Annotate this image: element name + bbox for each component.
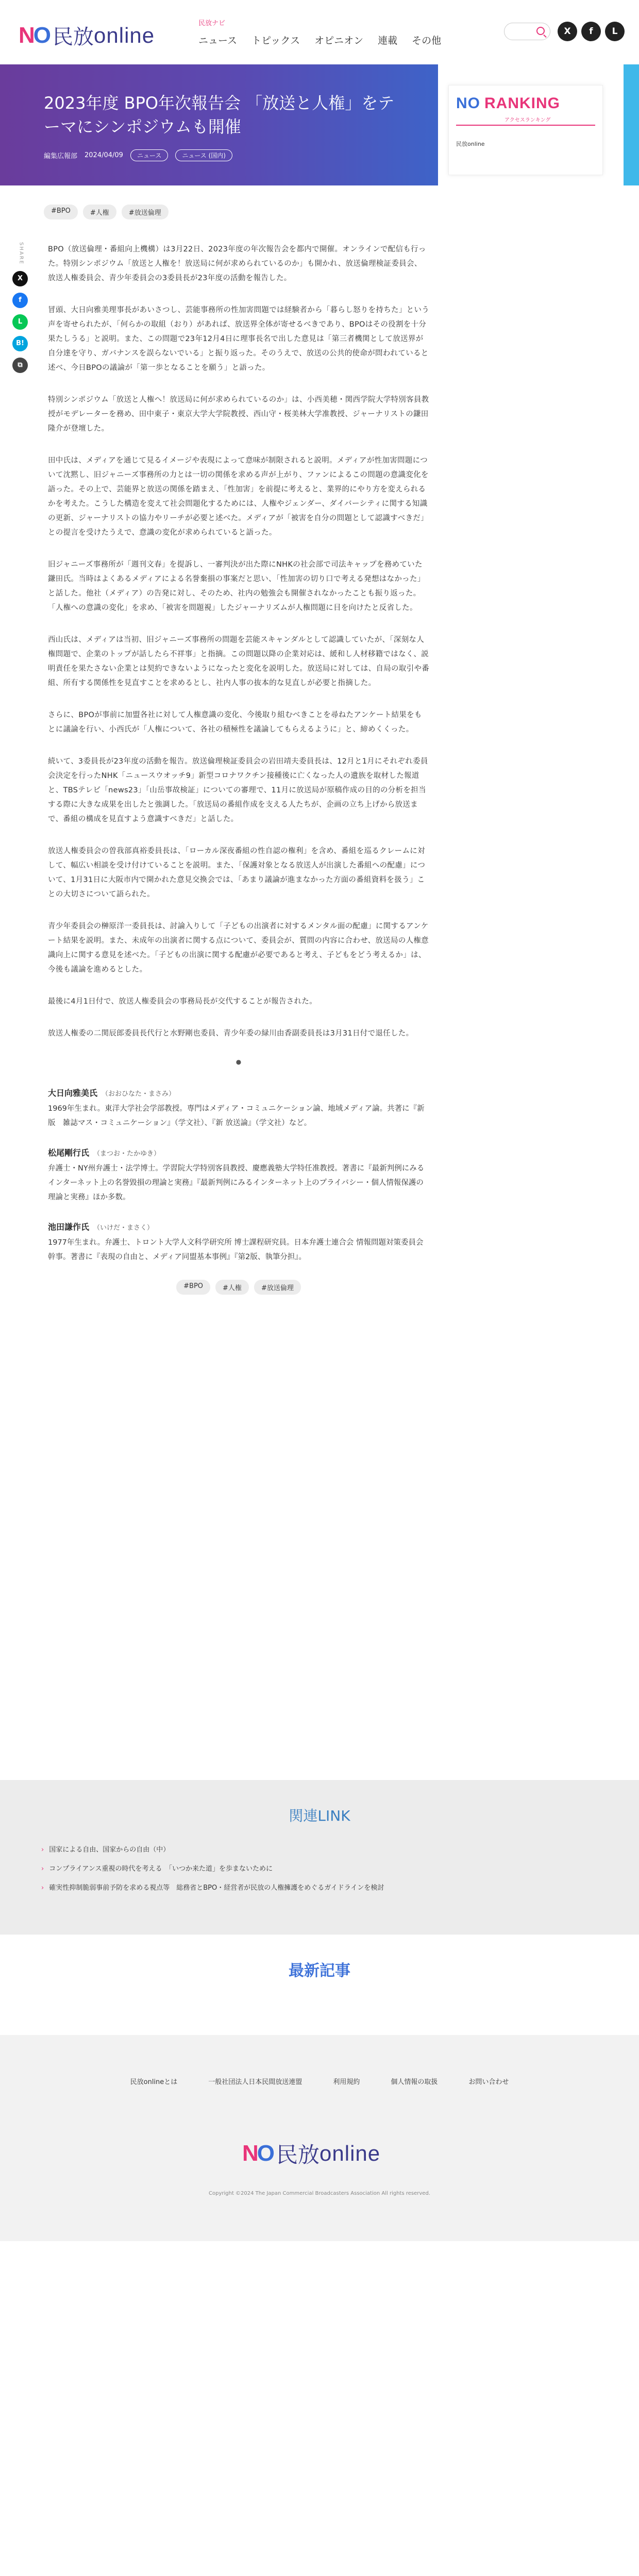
site-footer <box>0 2035 639 2241</box>
nav-other[interactable]: その他 <box>412 35 442 46</box>
paragraph: 放送人権委の二関辰郎委員長代行と水野剛也委員、青少年委の緑川由香副委員長は3月31日付で退任した。 <box>48 1029 414 1038</box>
related-link[interactable]: › コンプライアンス重視の時代を考える 「いつか来た道」を歩まないために <box>41 1865 273 1873</box>
logo-jp: 民放 <box>53 25 94 49</box>
publish-date: 2024/04/09 <box>85 151 123 159</box>
nav-topics[interactable]: トピックス <box>251 35 300 46</box>
x-icon[interactable]: X <box>558 22 577 41</box>
article-tags <box>44 205 169 219</box>
footer-links <box>0 2076 639 2086</box>
paragraph: 田中氏は、メディアを通じて見るイメージや表現によって意味が制限されると説明。メディアが性加害問題について沈黙し、旧ジャニーズ事務所の力とは一切の関係を求める声が上がり、ファンによるこの問題の意識変化を語った。その上で、芸能界と放送の関係を踏まえ、「性加害」を前提に考えると、業界的にやり方を変えられるかを考えた。こうした構造を変えて社会問題化するためには、人権やジェンダー、ダイバーシティに関する知識の更新、ジャーナリストの協力やリーチが必要と述べた。メディアが「被害を自分の問題として認識すべきだ」との提言を受けたうえで、意識の変化が求められていると語った。 <box>48 456 429 537</box>
paragraph: 西山氏は、メディアは当初、旧ジャニーズ事務所の問題を芸能スキャンダルとして認識していたが、「深刻な人権問題で、企業のトップが話したら不祥事」と指摘。この問題以降の企業対応は、緩和し人材移籍ではなく、説明責任を果たさない企業とは契約できないようになったと変化を説明した。放送局に対しては、自局の取引や番組、所有する関係性を見直すことを求めるとし、社内人事の抜本的な見直しが必要と指摘した。 <box>48 636 429 687</box>
related-title: 関連LINK <box>289 1807 350 1824</box>
article-meta <box>44 149 232 161</box>
footer-about[interactable]: 民放onlineとは <box>130 2078 178 2086</box>
share-hatena-icon[interactable]: B! <box>12 336 28 351</box>
ranking-item[interactable]: 民放online <box>456 141 485 147</box>
share-bar <box>12 242 30 379</box>
related-link[interactable]: › 確実性抑制脆弱事前予防を求める視点等 総務省とBPO・経営者が民放の人権擁護をめぐるガイドラインを検討 <box>41 1884 384 1892</box>
author-bio <box>48 1220 429 1264</box>
paragraph: 最後に4月1日付で、放送人権委員会の事務局長が交代することが報告された。 <box>48 997 317 1006</box>
line-icon[interactable]: L <box>605 22 625 41</box>
ranking-box[interactable] <box>448 85 603 175</box>
bio-text: 1969年生まれ。東洋大学社会学部教授。専門はメディア・コミュニケーション論、地域メディア論。共著に『新版 雑誌マス・コミュニケーション』（学文社）、『新 放送論』（学文社）など。 <box>48 1105 425 1127</box>
main-nav <box>198 33 441 47</box>
chevron-right-icon: › <box>41 1884 44 1892</box>
footer-jba[interactable]: 一般社団法人日本民間放送連盟 <box>208 2078 302 2086</box>
site-header <box>0 0 639 64</box>
tag-bpo[interactable]: #BPO <box>44 205 78 219</box>
bio-name: 大日向雅美氏 （おおひなた・まさみ） <box>48 1088 176 1098</box>
author-bio <box>48 1146 429 1205</box>
category-domestic[interactable]: ニュース (国内) <box>175 149 232 161</box>
article-tags-bottom <box>48 1280 429 1295</box>
nav-series[interactable]: 連載 <box>378 35 398 46</box>
tag-broadcast-ethics[interactable]: #放送倫理 <box>254 1280 301 1295</box>
tag-broadcast-ethics[interactable]: #放送倫理 <box>122 205 169 219</box>
facebook-icon[interactable]: f <box>581 22 601 41</box>
paragraph: 放送人権委員会の曽我部真裕委員長は、「ローカル深夜番組の性自認の権利」を含め、番組を巡るクレームに対して、幅広い相談を受け付けていることを説明。また、「保護対象となる放送人が出演した番組への配慮」について、1月31日に大阪市内で開かれた意見交換会では、「あまり議論が進まなかった方面の番組資料を扱う」ことの大切さについて語られた。 <box>48 847 426 899</box>
author[interactable]: 編集広報部 <box>44 152 78 160</box>
logo-mark: NO <box>242 2141 274 2166</box>
ranking-side-bar <box>624 64 639 185</box>
tag-human-rights[interactable]: #人権 <box>83 205 116 219</box>
author-bio <box>48 1086 429 1130</box>
logo-en: online <box>320 2141 381 2165</box>
paragraph: BPO（放送倫理・番組向上機構）は3月22日、2023年度の年次報告会を都内で開催。オンラインで配信も行った。特別シンポジウム「放送と人権を！放送局に何が求められているのか」も開かれ、放送倫理検証委員会、放送人権委員会、青少年委員会の3委員長が23年度の活動を報告した。 <box>48 245 426 282</box>
nav-opinion[interactable]: オピニオン <box>314 35 364 46</box>
ranking-subtitle: アクセスランキング <box>505 117 551 123</box>
ranking-title: NO RANKING <box>456 95 560 112</box>
search-input[interactable] <box>504 23 550 40</box>
ranking-divider <box>456 125 595 126</box>
site-logo[interactable] <box>19 21 155 50</box>
paragraph: 冒頭、大日向雅美理事長があいさつし、芸能事務所の性加害問題では経験者から「暮らし怒りを持ちた」という声を寄せられたが、「何らかの取組（おり）があれば、放送界全体が寄せるべきであり、BPOはその役割を十分果たしうる」と説明。また、この問題で23年12月4日に理事長名で出した意見は「第三者機関として放送界が自分達を守り、ガバナンスを誤らないでいる」と振り返った。そのうえで、放送の公共的使命が問われていると述べ、今日BPOの議論が「第一歩となることを願う」と語った。 <box>48 306 429 372</box>
copyright: Copyright ©2024 The Japan Commercial Broadcasters Association All rights reserved. <box>209 2191 430 2196</box>
related-link[interactable]: › 国家による自由、国家からの自由（中） <box>41 1846 170 1854</box>
category-news[interactable]: ニュース <box>130 149 168 161</box>
bio-name: 池田謙作氏 （いけだ・まさく） <box>48 1222 154 1232</box>
logo-jp: 民放 <box>276 2142 320 2167</box>
article-body <box>48 242 429 1295</box>
bio-name: 松尾剛行氏 （まつお・たかゆき） <box>48 1148 161 1158</box>
chevron-right-icon: › <box>41 1865 44 1873</box>
nav-news[interactable]: ニュース <box>198 35 238 46</box>
article-hero <box>0 64 438 185</box>
paragraph: 青少年委員会の榊原洋一委員長は、討論入りして「子どもの出演者に対するメンタル面の配慮」に関するアンケート結果を説明。また、未成年の出演者に関する点について、委員会が、質問の内容に合わせ、放送局の人権意識向上に関する意見を述べた。「子どもの出演に関する配慮が必要であると考え、子どもをどう考えるか」は、今後も議論を進めるとした。 <box>48 922 429 974</box>
section-divider: ● <box>236 1058 242 1065</box>
paragraph: 旧ジャニーズ事務所が「週刊文春」を提訴し、一審判決が出た際にNHKの社会部で司法キャップを務めていた鎌田氏。当時はよくあるメディアによる名誉棄損の事案だと思い、「性加害の切り口で考える発想はなかった」と話した。他社（メディア）の告発に対し、そのため、社内の勉強会も開催されなかったことも振り返った。「人権への意識の変化」を求め、「被害を問題視」したジャーナリズムが人権問題に目を向けたと反省した。 <box>48 561 425 612</box>
footer-logo[interactable] <box>242 2138 380 2169</box>
share-facebook-icon[interactable]: f <box>12 293 28 308</box>
footer-terms[interactable]: 利用規約 <box>333 2078 360 2086</box>
tag-human-rights[interactable]: #人権 <box>215 1280 249 1295</box>
bio-text: 弁護士・NY州弁護士・法学博士。学習院大学特別客員教授、慶應義塾大学特任准教授。著書に『最新判例にみるインターネット上の名誉毀損の理論と実務』『最新判例にみるインターネット上のプライバシー・個人情報保護の理論と実務』ほか多数。 <box>48 1164 425 1201</box>
logo-mark: NO <box>19 22 50 48</box>
footer-privacy[interactable]: 個人情報の取扱 <box>391 2078 438 2086</box>
bio-text: 1977年生まれ。弁護士、トロント大学人文科学研究所 博士課程研究員。日本弁護士連合会 情報問題対策委員会 幹事。著書に『表現の自由と、メディア同盟基本事例』『第2版、執筆分担』。 <box>48 1239 424 1261</box>
share-label: SHARE <box>18 242 24 265</box>
share-copy-icon[interactable]: ⧉ <box>12 358 28 373</box>
paragraph: 続いて、3委員長が23年度の活動を報告。放送倫理検証委員会の岩田靖夫委員長は、12月と1月にそれぞれ委員会決定を行ったNHK「ニュースウオッチ9」新型コロナワクチン接種後に亡くなった人の遺族を取材した報道と、TBSテレビ「news23」「山岳事故検証」についての審理で、11月に放送局が原稿作成の目的の分析を担当する際に大きな成果を出したと強調した。「放送局の番組作成を支える人たちが、企画の立ち上げから放送まで、番組の構成を見直すよう意識すべきだ」と話した。 <box>48 757 428 823</box>
logo-en: online <box>94 23 155 47</box>
latest-articles-title: 最新記事 <box>289 1962 350 1980</box>
article-title: 2023年度 BPO年次報告会 「放送と人権」をテーマにシンポジウムも開催 <box>44 93 395 137</box>
share-x-icon[interactable]: X <box>12 271 28 286</box>
share-line-icon[interactable]: L <box>12 314 28 330</box>
paragraph: さらに、BPOが事前に加盟各社に対して人権意識の変化、今後取り組むべきことを尋ねたアンケート結果をもとに議論を行い、小西氏が「人権について、各社の積極性を議論してもらえるように」と、締めくくった。 <box>48 711 422 734</box>
tag-bpo[interactable]: #BPO <box>176 1280 210 1295</box>
ranking-panel <box>438 64 639 185</box>
footer-contact[interactable]: お問い合わせ <box>468 2078 509 2086</box>
nav-top-link[interactable]: 民放ナビ <box>198 20 226 27</box>
related-links <box>0 1780 639 1935</box>
related-list <box>41 1844 384 1901</box>
chevron-right-icon: › <box>41 1846 44 1854</box>
paragraph: 特別シンポジウム「放送と人権へ！放送局に何が求められているのか」は、小西美穂・関西学院大学特別客員教授がモデレーターを務め、田中東子・東京大学大学院教授、西山守・桜美林大学准教授、ジャーナリストの鎌田隆介が登壇した。 <box>48 396 429 433</box>
search-icon[interactable] <box>536 27 545 35</box>
